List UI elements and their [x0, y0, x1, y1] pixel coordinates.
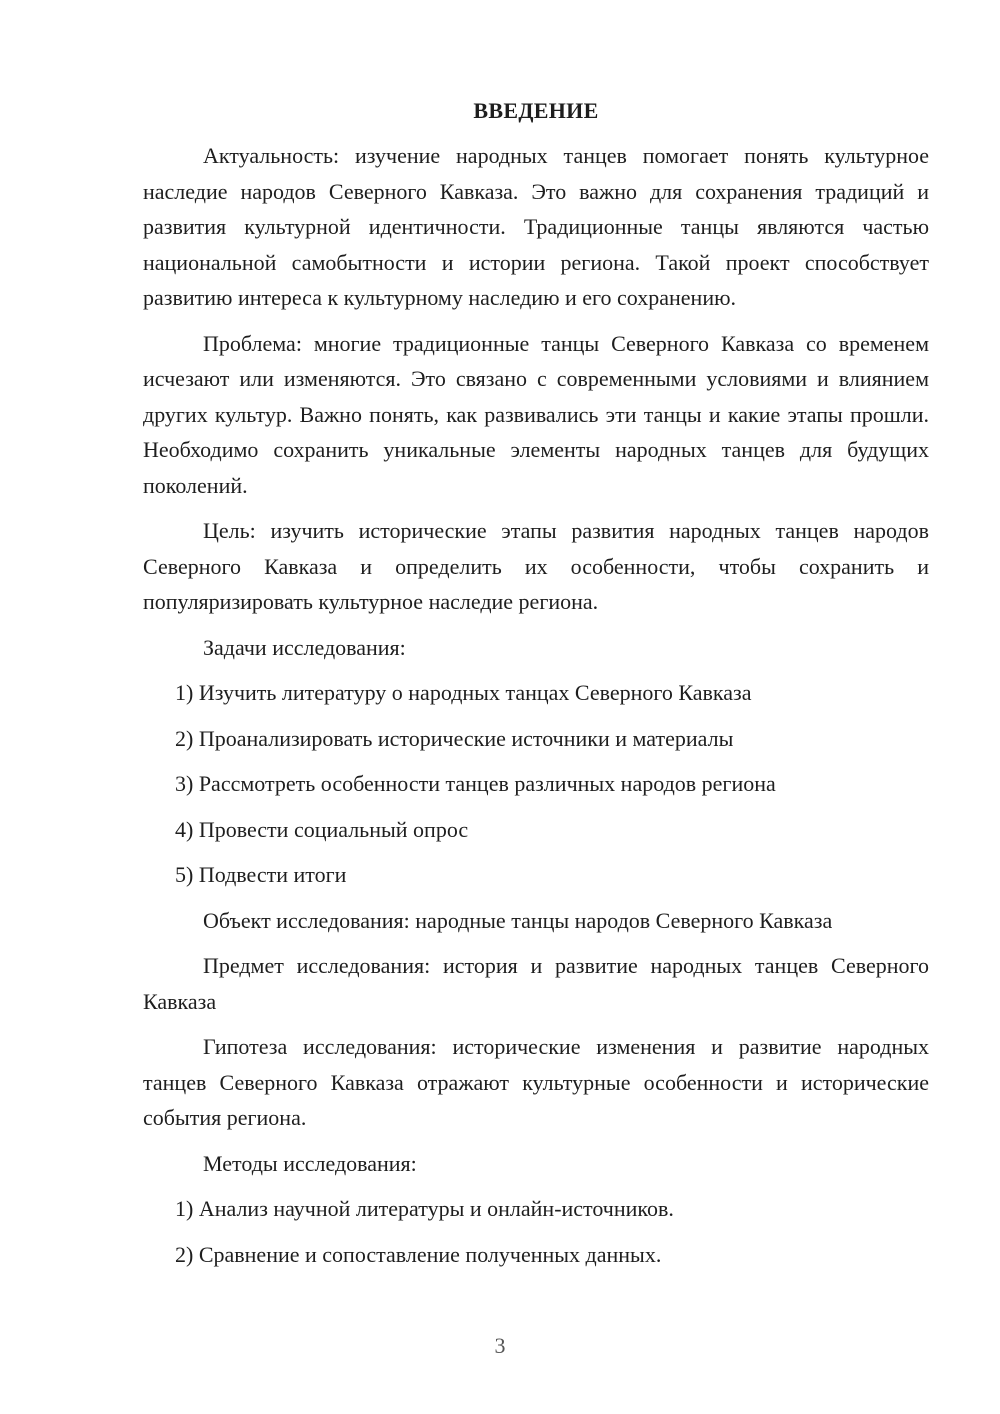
tasks-list [143, 675, 929, 893]
page-number: 3 [494, 1333, 506, 1358]
list-item: 1) Изучить литературу о народных танцах Северного Кавказа [175, 680, 752, 705]
object-paragraph: Объект исследования: народные танцы народов Северного Кавказа [203, 907, 833, 933]
subject-paragraph: Предмет исследования: история и развитие народных танцев Северного Кавказа [143, 953, 929, 1014]
relevance-paragraph: Актуальность: изучение народных танцев помогает понять культурное наследие народов Северного Кавказа. Это важно для сохранения традиций и развития культурной идентичности. Традиционные танцы являются частью национальной самобытности и истории региона. Такой проект способствует развитию интереса к культурному наследию и его сохранению. [143, 143, 929, 310]
list-item: 2) Проанализировать исторические источники и материалы [175, 725, 734, 751]
list-item: 5) Подвести итоги [175, 862, 347, 887]
list-item: 3) Рассмотреть особенности танцев различных народов региона [175, 771, 776, 796]
page-title: ВВЕДЕНИЕ [473, 98, 599, 123]
methods-list [143, 1191, 929, 1272]
tasks-label: Задачи исследования: [203, 634, 406, 660]
document-page [143, 96, 929, 1282]
problem-paragraph: Проблема: многие традиционные танцы Северного Кавказа со временем исчезают или изменяются. Это связано с современными условиями и влиянием других культур. Важно понять, как развивались эти танцы и какие этапы прошли. Необходимо сохранить уникальные элементы народных танцев для будущих поколений. [143, 330, 929, 498]
list-item: 1) Анализ научной литературы и онлайн-источников. [175, 1196, 674, 1221]
hypothesis-paragraph: Гипотеза исследования: исторические изменения и развитие народных танцев Северного Кавказа отражают культурные особенности и исторические события региона. [143, 1034, 929, 1130]
list-item: 2) Сравнение и сопоставление полученных данных. [175, 1241, 662, 1267]
goal-paragraph: Цель: изучить исторические этапы развития народных танцев народов Северного Кавказа и определить их особенности, чтобы сохранить и популяризировать культурное наследие региона. [143, 518, 929, 614]
list-item: 4) Провести социальный опрос [175, 816, 469, 842]
methods-label: Методы исследования: [203, 1150, 417, 1176]
